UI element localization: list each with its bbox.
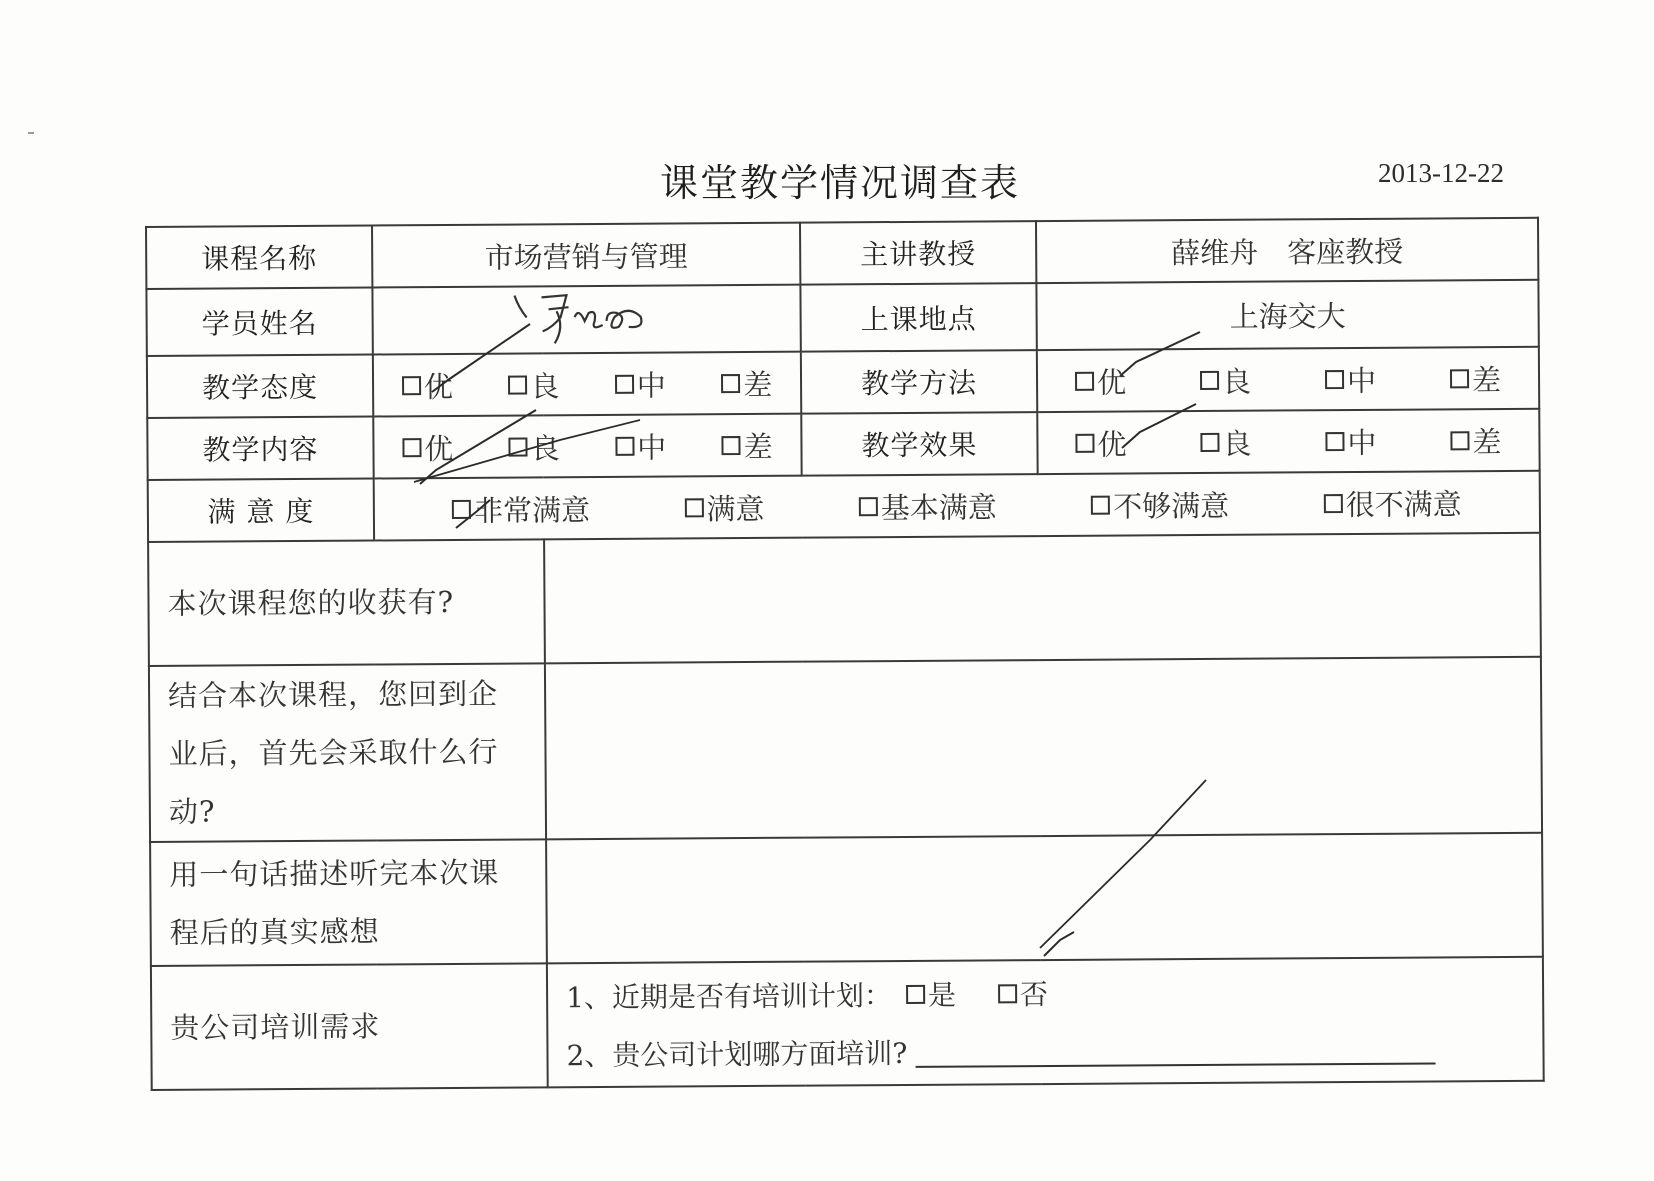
- course-name-value[interactable]: 市场营销与管理: [372, 223, 800, 288]
- handwritten-signature: [456, 286, 716, 346]
- checkbox-icon[interactable]: [509, 437, 528, 456]
- content-options: [373, 414, 801, 479]
- checkbox-icon[interactable]: [906, 984, 925, 1003]
- row-content-effect: [147, 409, 1539, 480]
- checkbox-icon[interactable]: [1450, 369, 1469, 388]
- attitude-options: [373, 352, 801, 417]
- row-gain: [148, 533, 1541, 666]
- satisfaction-option[interactable]: 非常满意: [452, 488, 590, 530]
- training-plan-line: [566, 961, 1542, 1025]
- content-option[interactable]: 优: [402, 426, 453, 467]
- training-area-question: 2、贵公司计划哪方面培训?: [566, 1036, 908, 1073]
- checkbox-icon[interactable]: [1091, 495, 1110, 514]
- checkbox-icon[interactable]: [615, 374, 634, 393]
- checkbox-icon[interactable]: [615, 436, 634, 455]
- checkbox-icon[interactable]: [402, 376, 421, 395]
- checkbox-icon[interactable]: [1200, 370, 1219, 389]
- content-option[interactable]: 中: [615, 425, 666, 466]
- training-plan-question: 1、近期是否有培训计划：: [566, 979, 893, 1015]
- course-name-label: 课程名称: [146, 225, 372, 288]
- satisfaction-option[interactable]: 基本满意: [859, 485, 997, 527]
- effect-option[interactable]: 优: [1075, 422, 1126, 463]
- checkbox-icon[interactable]: [1450, 431, 1469, 450]
- scan-speck: [28, 132, 34, 134]
- action-answer-field[interactable]: [545, 657, 1542, 840]
- training-plan-yes[interactable]: 是: [906, 974, 956, 1014]
- satisfaction-options: [374, 471, 1540, 541]
- content-label: 教学内容: [147, 416, 373, 479]
- method-option[interactable]: 中: [1325, 358, 1376, 399]
- satisfaction-option[interactable]: 不够满意: [1091, 483, 1229, 525]
- training-needs: [547, 957, 1544, 1088]
- effect-options: [1037, 409, 1539, 474]
- checkbox-icon[interactable]: [1325, 370, 1344, 389]
- row-student: [146, 280, 1538, 356]
- checkbox-icon[interactable]: [1075, 371, 1094, 390]
- effect-option[interactable]: 差: [1450, 420, 1501, 461]
- checkbox-icon[interactable]: [684, 498, 703, 517]
- student-name-value[interactable]: [372, 285, 800, 355]
- checkbox-icon[interactable]: [1325, 432, 1344, 451]
- checkbox-icon[interactable]: [1075, 433, 1094, 452]
- satisfaction-option[interactable]: 满意: [684, 486, 764, 528]
- form-title: 课堂教学情况调查表: [660, 161, 1021, 205]
- training-area-input[interactable]: [915, 1032, 1435, 1067]
- row-satisfaction: [148, 471, 1540, 542]
- content-option[interactable]: 良: [509, 426, 560, 467]
- student-name-label: 学员姓名: [146, 287, 372, 355]
- method-option[interactable]: 优: [1075, 360, 1126, 401]
- effect-option[interactable]: 良: [1200, 421, 1251, 462]
- action-question: 结合本次课程，您回到企业后，首先会采取什么行动?: [149, 663, 546, 842]
- method-option[interactable]: 差: [1450, 358, 1501, 399]
- professor-value[interactable]: 薛维舟 客座教授: [1036, 218, 1538, 283]
- checkbox-icon[interactable]: [1324, 494, 1343, 513]
- checkbox-icon[interactable]: [859, 497, 878, 516]
- checkbox-icon[interactable]: [508, 375, 527, 394]
- gain-answer-field[interactable]: [544, 533, 1541, 664]
- professor-label: 主讲教授: [800, 221, 1036, 285]
- training-area-line: [566, 1019, 1542, 1083]
- effect-label: 教学效果: [801, 412, 1037, 476]
- attitude-option[interactable]: 差: [721, 362, 772, 403]
- survey-form: [145, 217, 1542, 1073]
- checkbox-icon[interactable]: [402, 438, 421, 457]
- row-feeling: [150, 833, 1543, 966]
- checkbox-icon[interactable]: [722, 436, 741, 455]
- effect-option[interactable]: 中: [1325, 420, 1376, 461]
- checkbox-icon[interactable]: [452, 499, 471, 518]
- checkbox-icon[interactable]: [721, 374, 740, 393]
- attitude-option[interactable]: 良: [508, 364, 559, 405]
- attitude-option[interactable]: 中: [615, 363, 666, 404]
- content-option[interactable]: 差: [722, 424, 773, 465]
- row-training: [151, 957, 1544, 1090]
- location-value[interactable]: 上海交大: [1036, 280, 1538, 350]
- feeling-answer-field[interactable]: [546, 833, 1543, 964]
- location-label: 上课地点: [800, 283, 1036, 352]
- checkbox-icon[interactable]: [1200, 432, 1219, 451]
- training-label: 贵公司培训需求: [151, 963, 548, 1090]
- satisfaction-label: 满 意 度: [148, 478, 374, 541]
- gain-question: 本次课程您的收获有?: [148, 539, 545, 666]
- satisfaction-option[interactable]: 很不满意: [1323, 482, 1461, 524]
- training-plan-no[interactable]: 否: [998, 973, 1048, 1013]
- form-date: 2013-12-22: [1378, 158, 1504, 188]
- row-attitude-method: [147, 347, 1539, 418]
- survey-table: [145, 217, 1545, 1091]
- method-option[interactable]: 良: [1200, 359, 1251, 400]
- attitude-option[interactable]: 优: [402, 364, 453, 405]
- checkbox-icon[interactable]: [998, 984, 1017, 1003]
- row-action: [149, 657, 1542, 842]
- method-label: 教学方法: [801, 350, 1037, 414]
- feeling-question: 用一句话描述听完本次课程后的真实感想: [150, 839, 547, 966]
- attitude-label: 教学态度: [147, 354, 373, 417]
- method-options: [1037, 347, 1539, 412]
- row-course: [146, 218, 1538, 289]
